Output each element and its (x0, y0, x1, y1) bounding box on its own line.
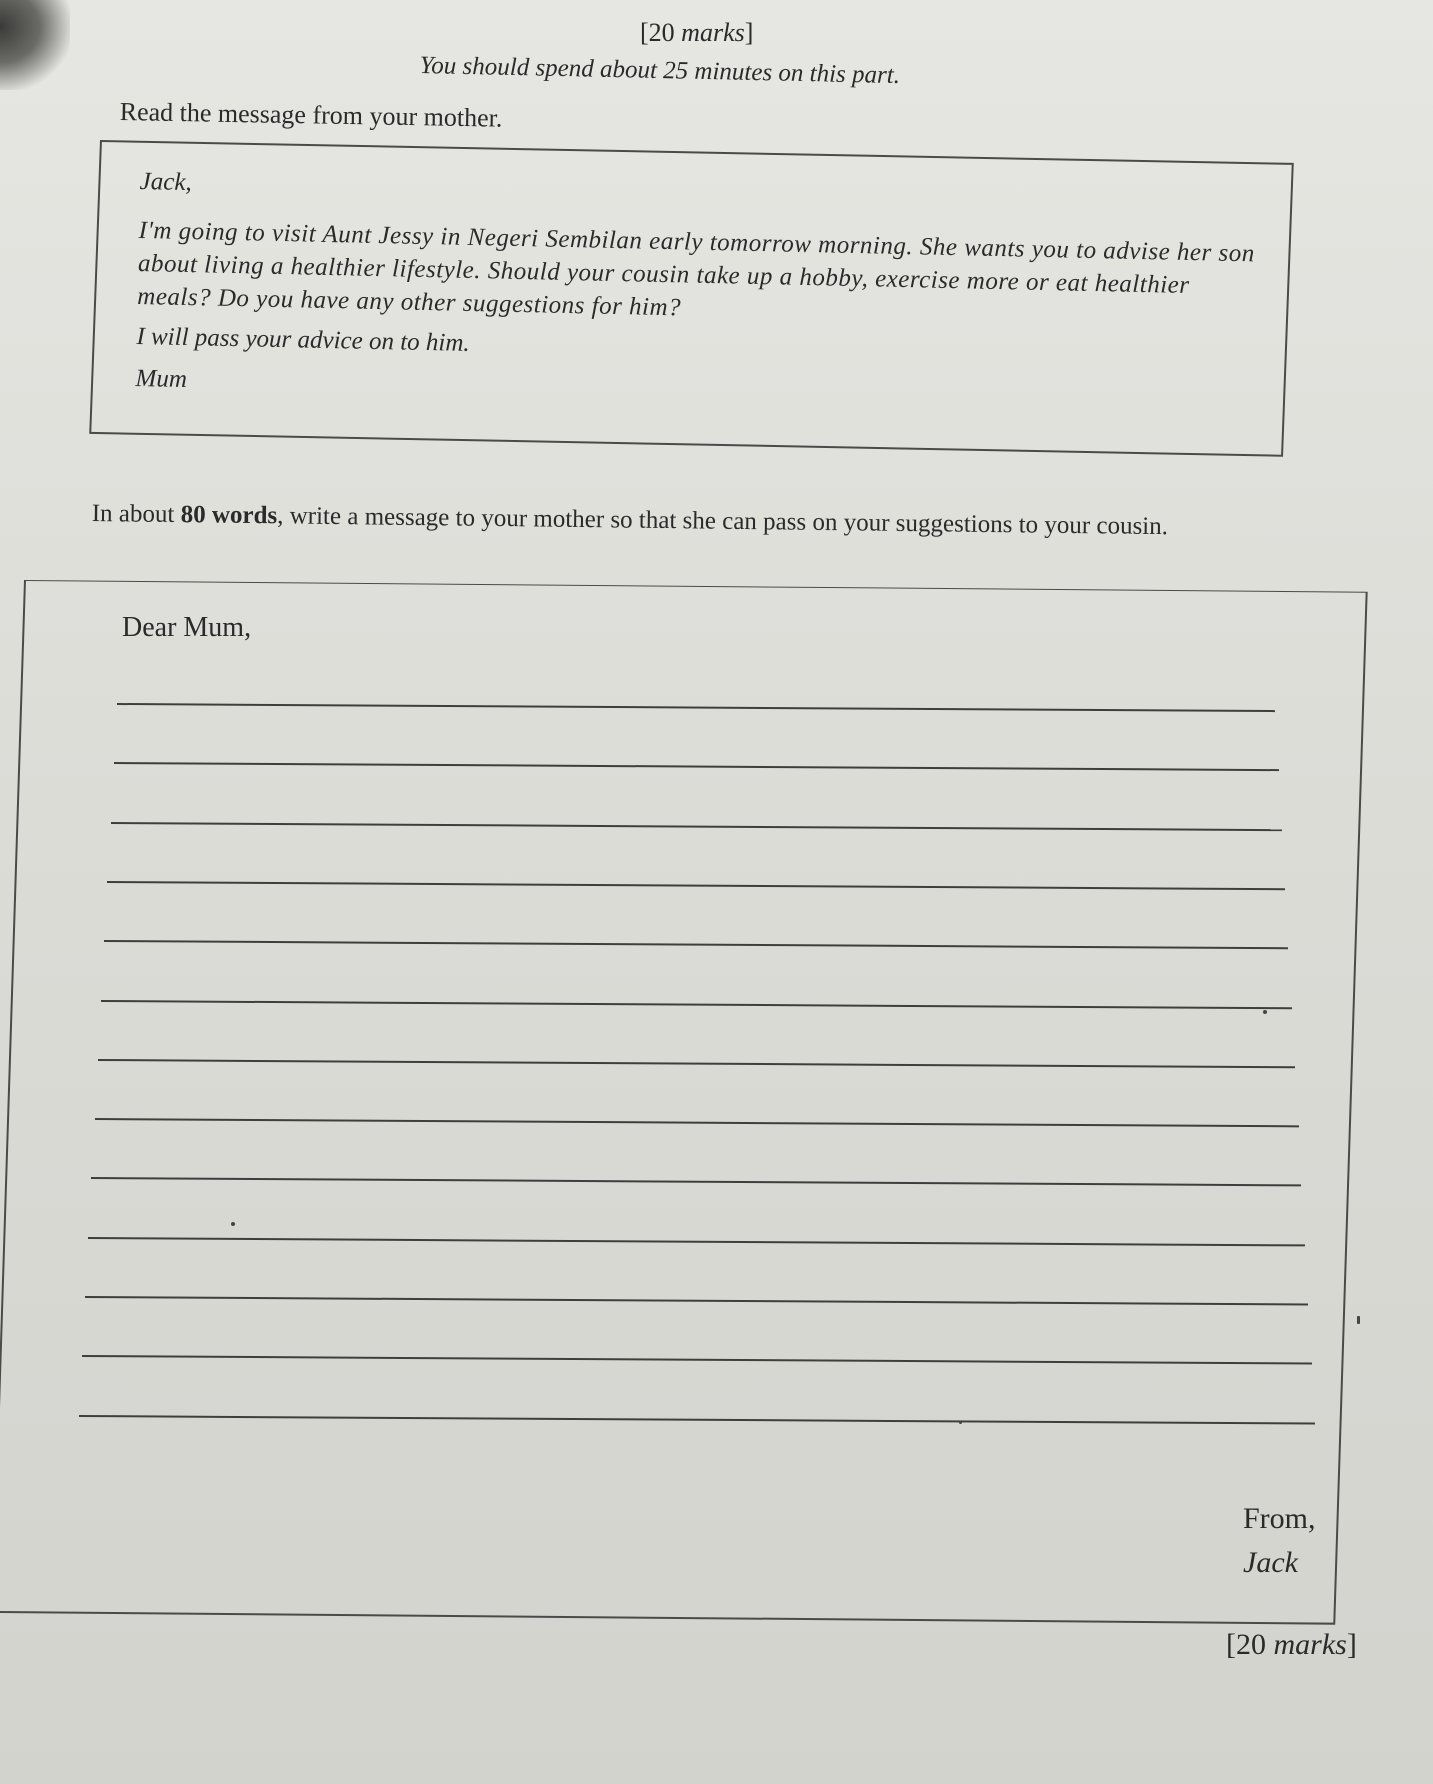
sender-name: Jack (1243, 1546, 1298, 1579)
time-instruction: You should spend about 25 minutes on this part. (419, 52, 901, 90)
marks-word: marks (681, 18, 745, 47)
task-instruction: In about 80 words, write a message to your mother so that she can pass on your suggestions to your cousin. (91, 499, 1169, 541)
speck (231, 1222, 235, 1226)
speck (1263, 1010, 1267, 1014)
word-count: 80 words (180, 501, 278, 530)
sign-off-block (1243, 1497, 1316, 1585)
message-closing: I will pass your advice on to him. (136, 322, 470, 357)
marks-label-bottom: [20 marks] (1226, 1628, 1357, 1661)
salutation: Dear Mum, (122, 612, 252, 643)
message-greeting: Jack, (139, 168, 193, 197)
speck (959, 1421, 962, 1424)
sign-off: From, (1243, 1502, 1316, 1535)
answer-box (0, 580, 1368, 1625)
marks-label-top: [20 marks] (640, 18, 754, 47)
marks-word: marks (1273, 1628, 1347, 1661)
mother-message (135, 168, 1269, 417)
read-instruction: Read the message from your mother. (119, 97, 503, 133)
binding-shadow (0, 0, 70, 90)
speck (1357, 1316, 1360, 1324)
message-signature: Mum (135, 364, 188, 394)
message-body: I'm going to visit Aunt Jessy in Negeri Sembilan early tomorrow morning. She wants you to advise her son about living a healthier lifestyle. Should your cousin take up a hobby, exercise more or eat healthier meals? Do you have any other suggestions for him? (137, 216, 1256, 322)
